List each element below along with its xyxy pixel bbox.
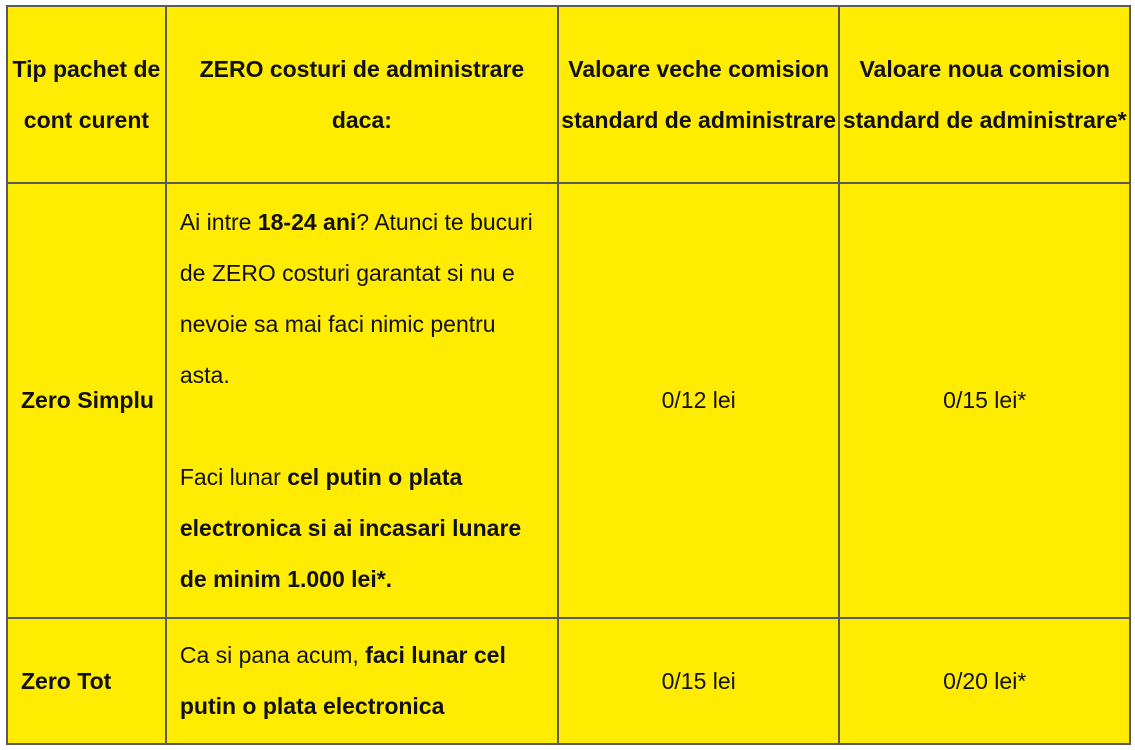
account-fees-table bbox=[6, 5, 1131, 745]
table-row bbox=[7, 183, 1130, 618]
new-fee-zero-simplu: 0/15 lei* bbox=[839, 183, 1130, 618]
old-fee-zero-tot: 0/15 lei bbox=[558, 618, 840, 744]
header-new-value: Valoare noua comision standard de administrare* bbox=[839, 6, 1130, 183]
new-fee-zero-tot: 0/20 lei* bbox=[839, 618, 1130, 744]
header-package-type: Tip pachet de cont curent bbox=[7, 6, 166, 183]
header-old-value: Valoare veche comision standard de administrare bbox=[558, 6, 840, 183]
condition-paragraph bbox=[180, 197, 549, 401]
condition-zero-simplu bbox=[166, 183, 558, 618]
condition-text-bold: faci lunar cel putin o plata electronica bbox=[179, 642, 506, 719]
package-name-zero-simplu: Zero Simplu bbox=[7, 183, 166, 618]
condition-text: Faci lunar bbox=[179, 463, 288, 490]
condition-text-bold: cel putin o plata electronica si ai incasari lunare de minim 1.000 lei bbox=[179, 463, 522, 592]
condition-text: Ca si pana acum, bbox=[179, 642, 366, 668]
condition-zero-tot bbox=[166, 618, 558, 744]
condition-text-bold: 18-24 ani bbox=[257, 208, 357, 235]
table-row bbox=[7, 618, 1130, 744]
header-zero-cost-condition: ZERO costuri de administrare daca: bbox=[166, 6, 558, 183]
table-header-row bbox=[7, 6, 1130, 183]
condition-paragraph bbox=[180, 452, 549, 605]
condition-text: ? Atunci te bucuri de ZERO costuri garantat si nu e nevoie sa mai faci nimic pentru asta. bbox=[179, 208, 533, 388]
condition-text-bold: *. bbox=[376, 565, 393, 592]
old-fee-zero-simplu: 0/12 lei bbox=[558, 183, 840, 618]
package-name-zero-tot: Zero Tot bbox=[7, 618, 166, 744]
condition-text: Ai intre bbox=[179, 208, 258, 235]
